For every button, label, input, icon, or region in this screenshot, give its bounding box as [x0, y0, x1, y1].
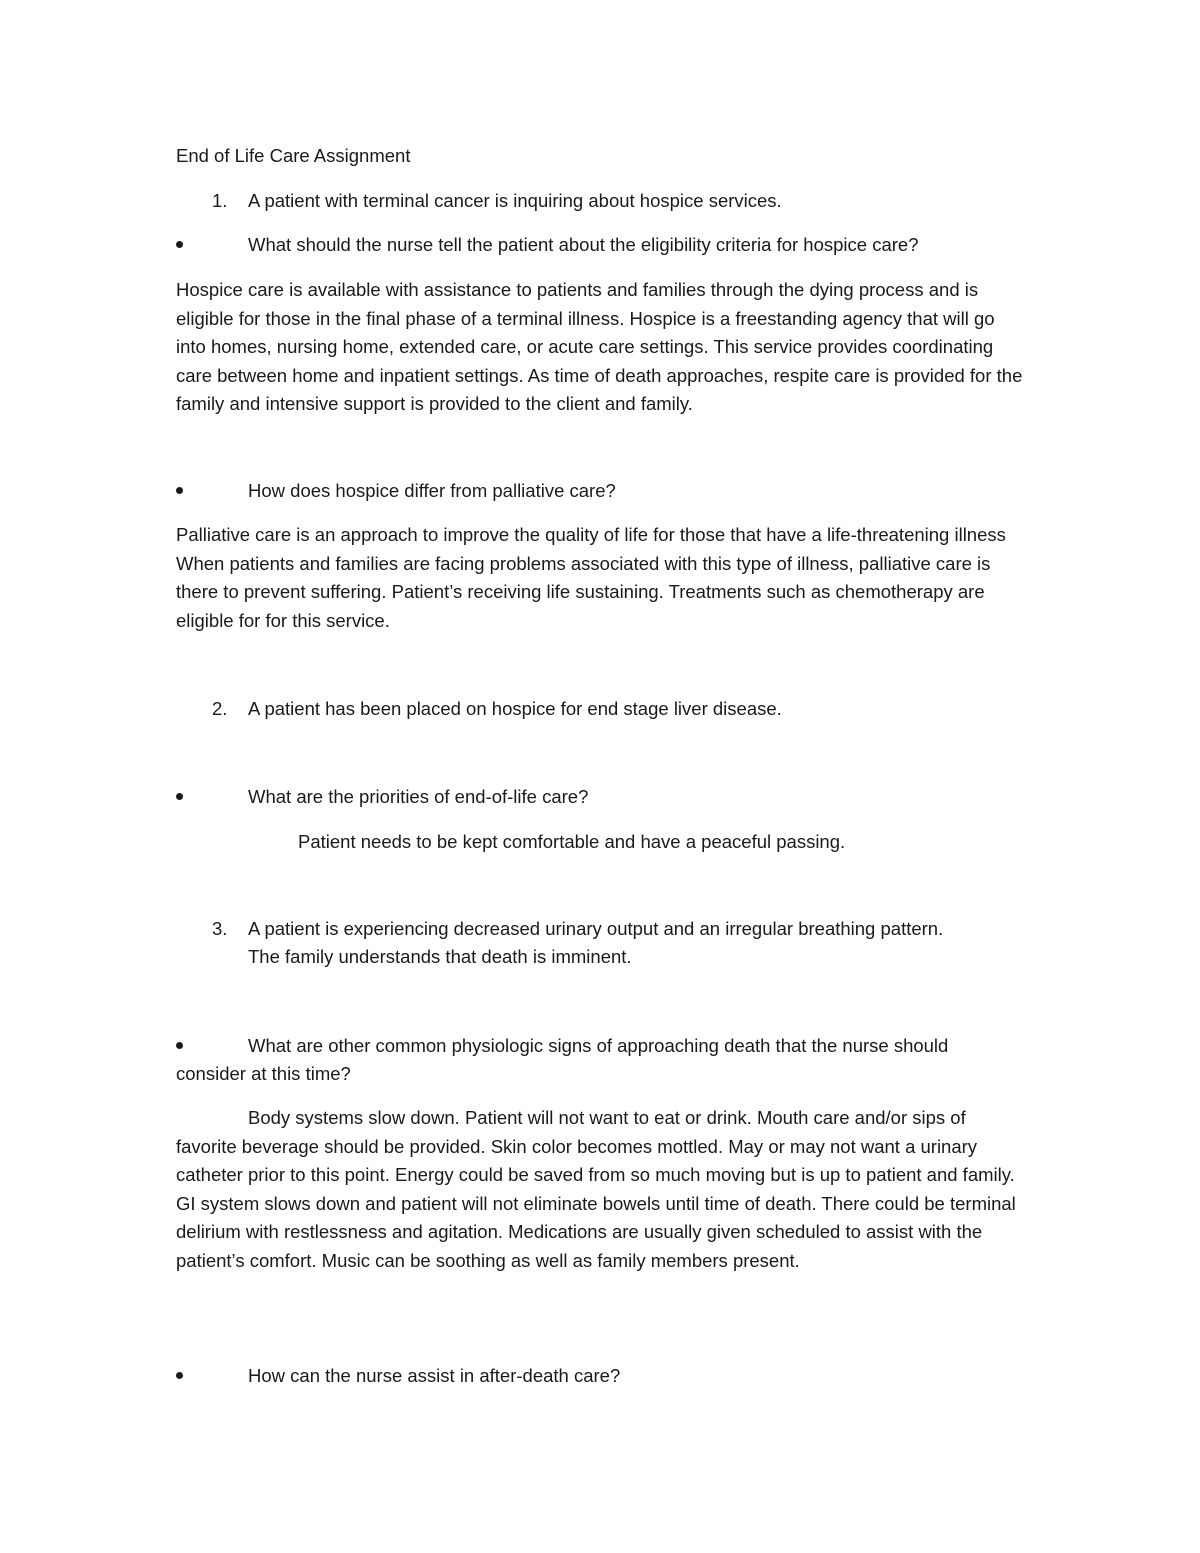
answer-3-sub-1: Body systems slow down. Patient will not want to eat or drink. Mouth care and/or sips of favorite beverage should be provided. Skin color becomes mottled. May or may not want a urinary catheter prior to this point. Energy could be saved from so much moving but is up to patient and family. GI system slows down and patient will not eliminate bowels until time of death. There could be terminal delirium with restlessness and agitation. Medications are usually given scheduled to assist with the patient’s comfort. Music can be soothing as well as family members present. [176, 1107, 1016, 1271]
question-2-sub-1: What are the priorities of end-of-life care? [248, 786, 589, 807]
bullet-icon [176, 487, 183, 494]
bullet-icon [176, 1042, 183, 1049]
question-3-text-line-1: A patient is experiencing decreased urinary output and an irregular breathing pattern. [248, 918, 944, 939]
question-1-number: 1. [212, 190, 228, 211]
question-3-sub-1-line-1: What are other common physiologic signs of approaching death that the nurse should [248, 1035, 949, 1056]
answer-2-sub-1: Patient needs to be kept comfortable and have a peaceful passing. [298, 831, 846, 852]
bullet-icon [176, 1372, 183, 1379]
question-3-sub-2: How can the nurse assist in after-death care? [248, 1365, 621, 1386]
question-3-text-line-2: The family understands that death is imminent. [248, 946, 632, 967]
question-2-text: A patient has been placed on hospice for end stage liver disease. [248, 698, 782, 719]
question-1-text: A patient with terminal cancer is inquiring about hospice services. [248, 190, 782, 211]
document-title: End of Life Care Assignment [176, 145, 411, 166]
question-1-sub-2: How does hospice differ from palliative care? [248, 480, 616, 501]
question-3-number: 3. [212, 918, 228, 939]
question-3-sub-1-line-2: consider at this time? [176, 1063, 351, 1084]
bullet-icon [176, 241, 183, 248]
answer-1-sub-2: Palliative care is an approach to improve the quality of life for those that have a life-threatening illness When patients and families are facing problems associated with this type of illness, palliative care is there to prevent suffering. Patient’s receiving life sustaining. Treatments such as chemotherapy are eligible for for this service. [176, 524, 1006, 631]
answer-1-sub-1: Hospice care is available with assistance to patients and families through the dying process and is eligible for those in the final phase of a terminal illness. Hospice is a freestanding agency that will go into homes, nursing home, extended care, or acute care settings. This service provides coordinating care between home and inpatient settings. As time of death approaches, respite care is provided for the family and intensive support is provided to the client and family. [176, 279, 1023, 414]
question-2-number: 2. [212, 698, 228, 719]
bullet-icon [176, 793, 183, 800]
question-1-sub-1: What should the nurse tell the patient about the eligibility criteria for hospice care? [248, 234, 919, 255]
